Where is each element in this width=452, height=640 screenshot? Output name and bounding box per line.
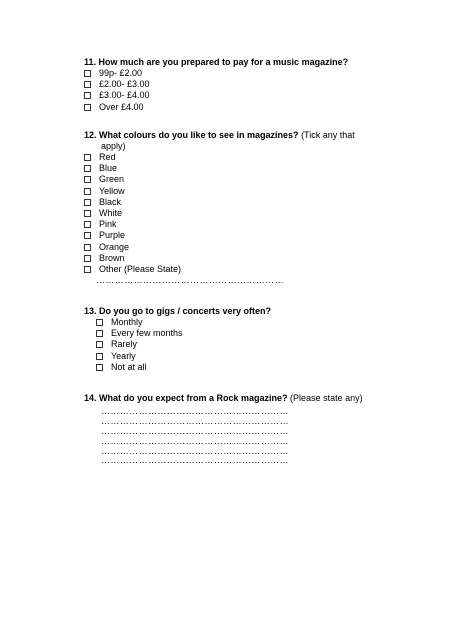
question-12-text: 12. What colours do you like to see in magazines? bbox=[84, 130, 299, 140]
question-12-note-continued: apply) bbox=[101, 141, 126, 151]
option-white[interactable] bbox=[84, 208, 384, 219]
answer-line[interactable]: …………………………………………………… bbox=[101, 425, 289, 436]
option-label: White bbox=[99, 208, 123, 219]
option-2-3[interactable] bbox=[84, 79, 384, 90]
option-monthly[interactable] bbox=[84, 317, 384, 328]
option-label: Blue bbox=[99, 163, 118, 174]
option-other[interactable] bbox=[84, 264, 384, 275]
answer-line[interactable]: …………………………………………………… bbox=[101, 445, 289, 456]
question-12-options bbox=[84, 152, 384, 275]
question-12 bbox=[84, 130, 384, 286]
option-rarely[interactable] bbox=[84, 339, 384, 350]
option-3-4[interactable] bbox=[84, 90, 384, 101]
option-label: Monthly bbox=[111, 317, 143, 328]
option-label: Yellow bbox=[99, 185, 125, 196]
question-11-options bbox=[84, 68, 384, 113]
checkbox[interactable] bbox=[84, 244, 91, 251]
question-12-title bbox=[84, 130, 384, 141]
option-red[interactable] bbox=[84, 152, 384, 163]
option-orange[interactable] bbox=[84, 242, 384, 253]
question-13 bbox=[84, 306, 384, 373]
option-brown[interactable] bbox=[84, 253, 384, 264]
option-label: Every few months bbox=[111, 328, 183, 339]
question-14-note: (Please state any) bbox=[287, 393, 363, 403]
option-label: Purple bbox=[99, 230, 126, 241]
option-green[interactable] bbox=[84, 174, 384, 185]
question-13-title: 13. Do you go to gigs / concerts very often? bbox=[84, 306, 272, 316]
option-pink[interactable] bbox=[84, 219, 384, 230]
checkbox[interactable] bbox=[84, 165, 91, 172]
answer-lines bbox=[84, 406, 384, 465]
option-label: Yearly bbox=[111, 350, 136, 361]
option-label: Green bbox=[99, 174, 125, 185]
question-11 bbox=[84, 57, 384, 113]
option-black[interactable] bbox=[84, 197, 384, 208]
answer-line[interactable]: …………………………………………………… bbox=[101, 406, 289, 416]
checkbox[interactable] bbox=[84, 104, 91, 111]
checkbox[interactable] bbox=[84, 176, 91, 183]
option-label: Black bbox=[99, 196, 122, 207]
checkbox[interactable] bbox=[84, 232, 91, 239]
checkbox[interactable] bbox=[96, 330, 103, 337]
checkbox[interactable] bbox=[84, 255, 91, 262]
option-99p-2[interactable] bbox=[84, 68, 384, 79]
option-label: Red bbox=[99, 152, 116, 163]
option-label: Orange bbox=[99, 241, 130, 252]
checkbox[interactable] bbox=[84, 81, 91, 88]
option-yearly[interactable] bbox=[84, 351, 384, 362]
option-blue[interactable] bbox=[84, 163, 384, 174]
question-14 bbox=[84, 393, 384, 465]
answer-line[interactable]: …………………………………………………… bbox=[101, 455, 289, 466]
option-label: Not at all bbox=[111, 361, 147, 372]
option-label: Other (Please State) bbox=[99, 263, 182, 274]
question-13-options bbox=[84, 317, 384, 373]
checkbox[interactable] bbox=[84, 70, 91, 77]
checkbox[interactable] bbox=[96, 319, 103, 326]
option-every-few-months[interactable] bbox=[84, 328, 384, 339]
option-label: Over £4.00 bbox=[99, 101, 144, 112]
answer-line[interactable]: …………………………………………………… bbox=[101, 435, 289, 446]
checkbox[interactable] bbox=[84, 210, 91, 217]
checkbox[interactable] bbox=[96, 364, 103, 371]
question-14-title bbox=[84, 393, 384, 404]
question-14-text: 14. What do you expect from a Rock magazine? bbox=[84, 393, 288, 403]
option-label: £2.00- £3.00 bbox=[99, 79, 150, 90]
checkbox[interactable] bbox=[96, 341, 103, 348]
option-label: Rarely bbox=[111, 339, 138, 350]
option-purple[interactable] bbox=[84, 230, 384, 241]
option-yellow[interactable] bbox=[84, 186, 384, 197]
option-label: £3.00- £4.00 bbox=[99, 90, 150, 101]
answer-line[interactable]: …………………………………………………… bbox=[101, 415, 289, 426]
checkbox[interactable] bbox=[84, 199, 91, 206]
checkbox[interactable] bbox=[84, 221, 91, 228]
option-label: Pink bbox=[99, 219, 117, 230]
option-not-at-all[interactable] bbox=[84, 362, 384, 373]
option-label: 99p- £2.00 bbox=[99, 68, 143, 79]
option-label: Brown bbox=[99, 252, 125, 263]
checkbox[interactable] bbox=[84, 188, 91, 195]
question-11-title: 11. How much are you prepared to pay for a music magazine? bbox=[84, 57, 349, 67]
checkbox[interactable] bbox=[96, 353, 103, 360]
checkbox[interactable] bbox=[84, 266, 91, 273]
checkbox[interactable] bbox=[84, 154, 91, 161]
option-over-4[interactable] bbox=[84, 102, 384, 113]
question-12-note: (Tick any that bbox=[298, 130, 355, 140]
other-fill-line[interactable]: …………………………………………………… bbox=[96, 275, 284, 286]
checkbox[interactable] bbox=[84, 92, 91, 99]
